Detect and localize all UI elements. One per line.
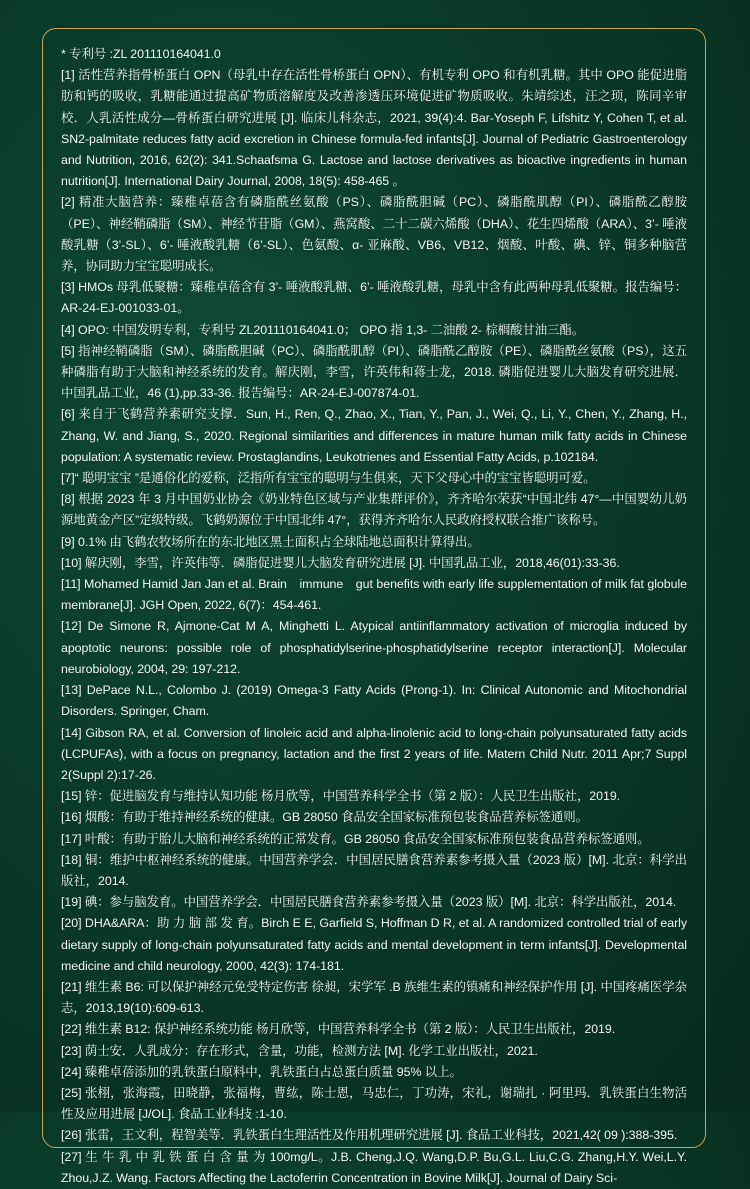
reference-item: [10] 解庆刚，李雪，许英伟等．磷脂促进婴儿大脑发育研究进展 [J]. 中国乳品工业，2018,46(01):33-36. bbox=[61, 555, 620, 570]
reference-item: [24] 臻稚卓蓓添加的乳铁蛋白原料中，乳铁蛋白占总蛋白质量 95% 以上。 bbox=[61, 1064, 462, 1079]
reference-list bbox=[61, 44, 687, 1189]
reference-item: [4] OPO: 中国发明专利，专利号 ZL201110164041.0； OPO 指 1,3- 二油酸 2- 棕榈酸甘油三酯。 bbox=[61, 322, 585, 337]
reference-item: [12] De Simone R, Ajmone-Cat M A, Minghetti L. Atypical antiinflammatory activation of microglia induced by apoptotic neurons: possible role of phosphatidylserine-phosphatidylserine receptor interaction[J]. Molecular neurobiology, 2004, 29: 197-212. bbox=[61, 619, 687, 676]
reference-item: [3] HMOs 母乳低聚糖：臻稚卓蓓含有 3’- 唾液酸乳糖、6’- 唾液酸乳糖，母乳中含有此两种母乳低聚糖。报告编号：AR-24-EJ-001033-01。 bbox=[61, 280, 687, 316]
reference-item: [15] 锌：促进脑发育与维持认知功能 杨月欣等，中国营养科学全书（第 2 版）：人民卫生出版社，2019. bbox=[61, 789, 621, 804]
patent-note: * 专利号 :ZL 201110164041.0 bbox=[61, 47, 221, 61]
reference-item: [13] DePace N.L., Colombo J. (2019) Omega-3 Fatty Acids (Prong-1). In: Clinical Autonomic and Mitochondrial Disorders. Springer, Cham. bbox=[61, 683, 687, 719]
reference-item: [18] 铜：维护中枢神经系统的健康。中国营养学会．中国居民膳食营养素参考摄入量（2023 版）[M]. 北京：科学出版社，2014. bbox=[61, 852, 687, 888]
reference-item: [27] 生 牛 乳 中 乳 铁 蛋 白 含 量 为 100mg/L。J.B. Cheng,J.Q. Wang,D.P. Bu,G.L. Liu,C.G. Zhang,H.Y. Wei,L.Y. Zhou,J.Z. Wang. Factors Affecting the Lactoferrin Concentration in Bovine Milk[J]. Journal of Dairy Sci- bbox=[61, 1149, 687, 1185]
reference-item: [20] DHA&ARA：助 力 脑 部 发 育。Birch E E, Garfield S, Hoffman D R, et al. A randomized controlled trial of early dietary supply of long-chain polyunsaturated fatty acids and mental development in term infants[J]. Developmental medicine and child neurology, 2000, 42(3): 174-181. bbox=[61, 916, 687, 973]
reference-item: [8] 根据 2023 年 3 月中国奶业协会《奶业特色区域与产业集群评价》，齐齐哈尔荣获“中国北纬 47°—中国婴幼儿奶源地黄金产区”定级特级。飞鹤奶源位于中国北纬 47°，获得齐齐哈尔人民政府授权联合推广该称号。 bbox=[61, 492, 687, 528]
references-panel bbox=[42, 28, 706, 1185]
reference-item: [21] 维生素 B6: 可以保护神经元免受特定伤害 徐昶，宋学军 .B 族维生素的镇痛和神经保护作用 [J]. 中国疼痛医学杂志，2013,19(10):609-613. bbox=[61, 979, 687, 1016]
reference-item: [26] 张雷，王文利，程智美等．乳铁蛋白生理活性及作用机理研究进展 [J]. 食品工业科技，2021,42( 09 ):388-395. bbox=[61, 1128, 678, 1143]
reference-item: [6] 来自于飞鹤营养素研究支撑．Sun, H., Ren, Q., Zhao, X., Tian, Y., Pan, J., Wei, Q., Li, Y., Chen, Y., Zhang, H., Zhang, W. and Jiang, S., 2020. Regional similarities and differences in mature human milk fatty acids in Chinese population: A systematic review. Prostaglandins, Leukotrienes and Essential Fatty Acids, p.102184. bbox=[61, 407, 687, 464]
reference-item: [19] 碘：参与脑发育。中国营养学会．中国居民膳食营养素参考摄入量（2023 版）[M]. 北京：科学出版社，2014. bbox=[61, 895, 677, 910]
reference-item: [16] 烟酸：有助于维持神经系统的健康。GB 28050 食品安全国家标准预包装食品营养标签通则。 bbox=[61, 810, 588, 825]
reference-item: [25] 张栩，张海霞，田晓静，张福梅，曹纮，陈士恩，马忠仁，丁功涛，宋礼，谢瑞扎 · 阿里玛．乳铁蛋白生物活性及应用进展 [J/OL]. 食品工业科技 :1-10. bbox=[61, 1085, 687, 1122]
reference-item: [5] 指神经鞘磷脂（SM）、磷脂酰胆碱（PC）、磷脂酰肌醇（PI）、磷脂酰乙醇胺（PE）、磷脂酰丝氨酸（PS），这五种磷脂有助于大脑和神经系统的发育。解庆刚，李雪，许英伟和蒋士龙，2018. 磷脂促进婴儿大脑发育研究进展．中国乳品工业，46 (1),pp.33-36. 报告编号：AR-24-EJ-007874-01. bbox=[61, 343, 687, 401]
reference-item: [2] 精准大脑营养：臻稚卓蓓含有磷脂酰丝氨酸（PS）、磷脂酰胆碱（PC）、磷脂酰肌醇（PI）、磷脂酰乙醇胺（PE）、神经鞘磷脂（SM）、神经节苷脂（GM）、燕窝酸、二十二碳六烯酸（DHA）、花生四烯酸（ARA）、3’- 唾液酸乳糖（3’-SL）、6’- 唾液酸乳糖（6’-SL）、色氨酸、α- 亚麻酸、VB6、VB12、烟酸、叶酸、碘、锌、铜多种脑营养，协同助力宝宝聪明成长。 bbox=[61, 195, 687, 274]
reference-item: [17] 叶酸：有助于胎儿大脑和神经系统的正常发育。GB 28050 食品安全国家标准预包装食品营养标签通则。 bbox=[61, 831, 650, 846]
reference-item: [22] 维生素 B12: 保护神经系统功能 杨月欣等，中国营养科学全书（第 2 版）：人民卫生出版社，2019. bbox=[61, 1022, 616, 1037]
reference-item: [1] 活性营养指骨桥蛋白 OPN（母乳中存在活性骨桥蛋白 OPN）、有机专利 OPO 和有机乳糖。其中 OPO 能促进脂肪和钙的吸收，乳糖能通过提高矿物质溶解度及改善渗透压环境促进矿物质吸收。朱靖综述，汪之顼，陈同辛审校．人乳活性成分—骨桥蛋白研究进展 [J]. 临床儿科杂志，2021, 39(4):4. Bar-Yoseph F, Lifshitz Y, Cohen T, et al. SN2-palmitate reduces fatty acid excretion in Chinese formula-fed infants[J]. Journal of Pediatric Gastroenterology and Nutrition, 2016, 62(2): 341.Schaafsma G. Lactose and lactose derivatives as bioactive ingredients in human nutrition[J]. International Dairy Journal, 2008, 18(5): 458-465 。 bbox=[61, 68, 687, 189]
reference-item: [7]“ 聪明宝宝 ”是通俗化的爱称，泛指所有宝宝的聪明与生俱来，天下父母心中的宝宝皆聪明可爱。 bbox=[61, 471, 596, 486]
reference-item: [9] 0.1% 由飞鹤农牧场所在的东北地区黑土面积占全球陆地总面积计算得出。 bbox=[61, 534, 480, 549]
reference-item: [11] Mohamed Hamid Jan Jan et al. Brain immune gut benefits with early life supplementation of milk fat globule membrane[J]. JGH Open, 2022, 6(7)：454-461. bbox=[61, 577, 687, 613]
reference-item: [23] 荫士安．人乳成分：存在形式，含量，功能，检测方法 [M]. 化学工业出版社，2021. bbox=[61, 1043, 538, 1058]
reference-item: [14] Gibson RA, et al. Conversion of linoleic acid and alpha-linolenic acid to long-chain polyunsaturated fatty acids (LCPUFAs), with a focus on pregnancy, lactation and the first 2 years of life. Matern Child Nutr. 2011 Apr;7 Suppl 2(Suppl 2):17-26. bbox=[61, 725, 687, 782]
